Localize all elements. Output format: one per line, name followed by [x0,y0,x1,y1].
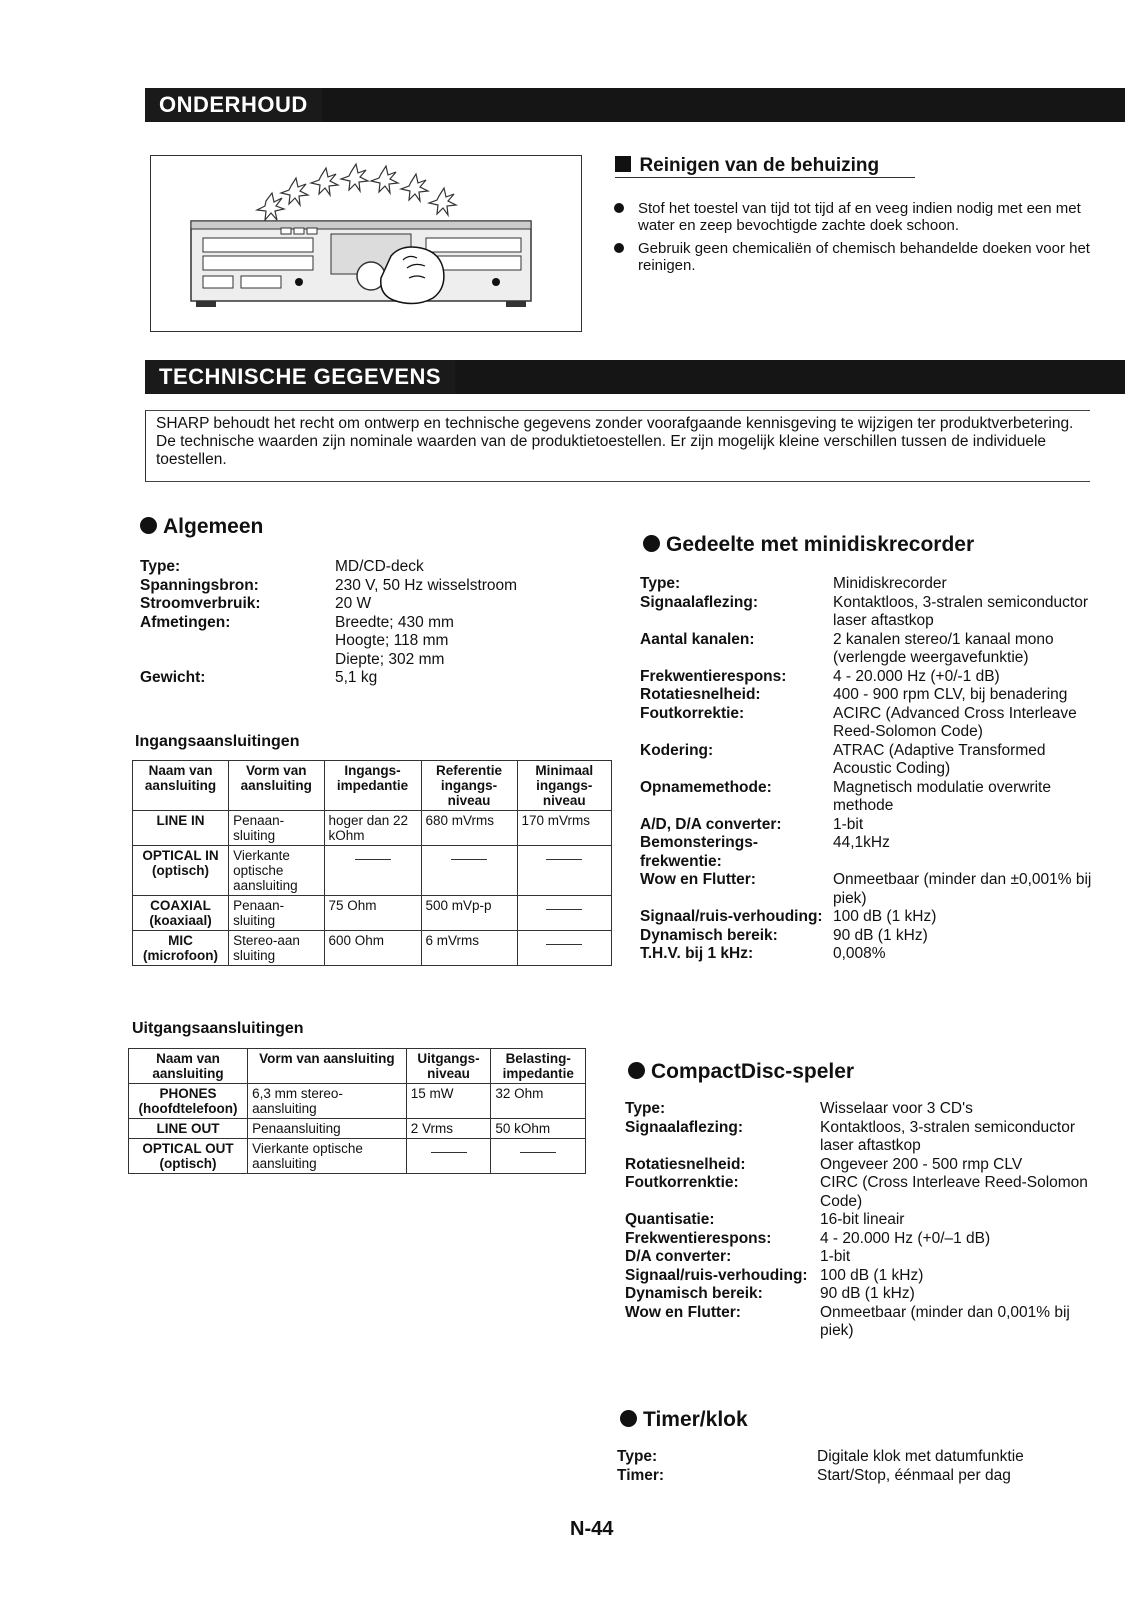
spec-row: Spanningsbron: 230 V, 50 Hz wisselstroom [140,576,518,594]
spec-row: Foutkorrektie: ACIRC (Advanced Cross Interleave Reed-Solomon Code) [640,704,1077,740]
spec-row: Gewicht: 5,1 kg [140,669,378,686]
spec-row: Type: MD/CD-deck [140,558,424,575]
spec-row: Signaalaflezing: Kontaktloos, 3-stralen semiconductor laser aftastkop [640,593,1089,629]
spec-row: Signaal/ruis-verhouding: 100 dB (1 kHz) [640,908,937,925]
onderhoud-title: ONDERHOUD [145,88,322,122]
bullet-icon [628,1062,645,1079]
spec-row: Dynamisch bereik: 90 dB (1 kHz) [625,1285,915,1302]
dash-mark [546,859,582,860]
table-row: PHONES (hoofdtelefoon) 6,3 mm stereo-aansluiting 15 mW 32 Ohm [129,1084,586,1119]
dash-mark [546,944,582,945]
bullet-icon [614,203,624,213]
spec-row: Type: Digitale klok met datumfunktie [617,1448,1024,1465]
table-row: OPTICAL IN (optisch) Vierkante optische aansluiting [133,846,612,896]
spec-row: Wow en Flutter: Onmeetbaar (minder dan 0,001% bij piek) [625,1303,1070,1339]
timer-specs [617,1448,1087,1485]
notice-box [145,410,1090,482]
table-row: OPTICAL OUT (optisch) Vierkante optische aansluiting [129,1139,586,1174]
spec-row: Foutkorrenktie: CIRC (Cross Interleave Reed-Solomon Code) [625,1174,1088,1210]
bullet-icon [620,1410,637,1427]
notice-text: SHARP behoudt het recht om ontwerp en technische gegevens zonder voorafgaande kennisgeving te wijzigen ter produktverbetering. De technische waarden zijn nominale waarden van de produktietoestellen. Er zijn mogelijk kleine verschillen tussen de individuele toestellen. [156,415,1074,468]
reinigen-bullets [612,200,1090,280]
spec-row: Dynamisch bereik: 90 dB (1 kHz) [640,926,928,944]
spec-row: Quantisatie: 16-bit lineair [625,1211,905,1228]
spec-row: Opnamemethode: Magnetisch modulatie overwrite methode [640,778,1051,814]
ingang-table [132,760,612,966]
timer-heading: Timer/klok [620,1408,748,1432]
list-item: Gebruik geen chemicaliën of chemisch behandelde doeken voor het reinigen. [612,240,1090,274]
spec-row: Aantal kanalen: 2 kanalen stereo/1 kanaal mono (verlengde weergavefunktie) [640,630,1054,666]
minidisk-specs [640,575,1095,964]
table-header-row: Naam van aansluiting Vorm van aansluiting Uitgangs-niveau Belasting-impedantie [129,1049,586,1084]
ingang-heading: Ingangsaansluitingen [135,733,300,750]
spec-row: Timer: Start/Stop, éénmaal per dag [617,1466,1011,1484]
spec-row: Kodering: ATRAC (Adaptive Transformed Acoustic Coding) [640,741,1046,777]
onderhoud-band [145,88,1125,122]
dash-mark [431,1152,467,1153]
spec-row: Rotatiesnelheid: 400 - 900 rpm CLV, bij benadering [640,686,1068,703]
table-header-row: Naam van aansluiting Vorm van aansluiting Ingangs-impedantie Referentie ingangs-niveau Minimaal ingangs-niveau [133,761,612,811]
algemeen-heading: Algemeen [140,515,263,539]
technische-title: TECHNISCHE GEGEVENS [145,360,455,394]
table-row: COAXIAL (koaxiaal) Penaan-sluiting 75 Ohm 500 mVp-p [133,896,612,931]
spec-row: Rotatiesnelheid: Ongeveer 200 - 500 rmp CLV [625,1155,1023,1173]
table-row: MIC (microfoon) Stereo-aan sluiting 600 Ohm 6 mVrms [133,931,612,966]
cd-heading: CompactDisc-speler [628,1060,854,1084]
spec-row: Diepte; 302 mm [335,650,445,668]
spec-row: Type: Minidiskrecorder [640,575,947,592]
spec-row: Signaal/ruis-verhouding: 100 dB (1 kHz) [625,1266,924,1284]
device-cleaning-icon [151,156,581,331]
algemeen-specs [140,558,600,688]
dash-mark [520,1152,556,1153]
spec-row: Frekwentierespons: 4 - 20.000 Hz (+0/–1 dB) [625,1229,991,1247]
bullet-icon [140,517,157,534]
bullet-icon [614,243,624,253]
page-number: N-44 [570,1518,614,1540]
technische-band [145,360,1125,394]
uitgang-heading: Uitgangsaansluitingen [132,1020,304,1037]
minidisk-heading: Gedeelte met minidiskrecorder [643,533,974,557]
spec-row: Type: Wisselaar voor 3 CD's [625,1100,973,1117]
spec-row: D/A converter: 1-bit [625,1248,851,1265]
spec-row: Frekwentierespons: 4 - 20.000 Hz (+0/-1 dB) [640,667,1000,685]
dash-mark [451,859,487,860]
uitgang-table [128,1048,586,1174]
reinigen-heading [615,155,915,178]
square-bullet-icon [615,156,631,172]
spec-row: Stroomverbruik: 20 W [140,595,372,612]
spec-row: Signaalaflezing: Kontaktloos, 3-stralen semiconductor laser aftastkop [625,1118,1076,1154]
spec-row: T.H.V. bij 1 kHz: 0,008% [640,945,886,962]
dash-mark [355,859,391,860]
spec-row: Bemonsterings-frekwentie: 44,1kHz [640,834,890,870]
cd-specs [625,1100,1095,1341]
reinigen-title: Reinigen van de behuizing [639,155,880,176]
table-row: LINE IN Penaan-sluiting hoger dan 22 kOhm 680 mVrms 170 mVrms [133,811,612,846]
table-row: LINE OUT Penaansluiting 2 Vrms 50 kOhm [129,1119,586,1139]
spec-row: Afmetingen: Breedte; 430 mm [140,613,454,631]
spec-row: Hoogte; 118 mm [335,632,449,649]
dash-mark [546,909,582,910]
bullet-icon [643,535,660,552]
list-item: Stof het toestel van tijd tot tijd af en veeg indien nodig met een met water en zeep bevochtigde zachte doek schoon. [612,200,1090,234]
spec-row: A/D, D/A converter: 1-bit [640,815,864,833]
spec-row: Wow en Flutter: Onmeetbaar (minder dan ±0,001% bij piek) [640,871,1092,907]
cleaning-illustration [150,155,582,332]
